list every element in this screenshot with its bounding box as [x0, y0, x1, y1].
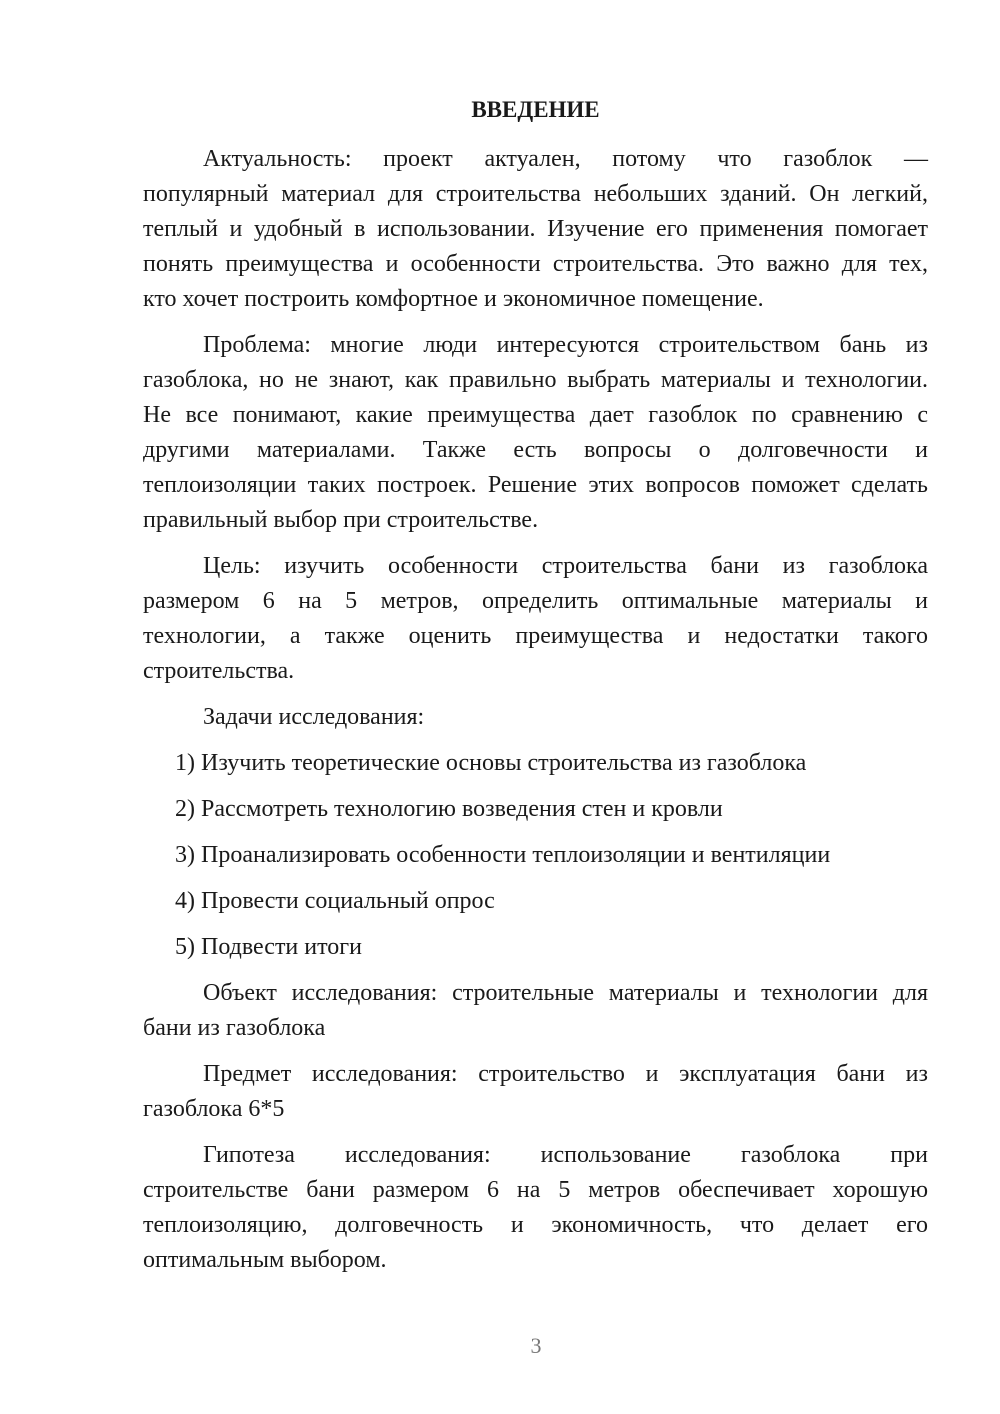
- paragraph-line: Объект исследования: строительные материалы и технологии для: [203, 980, 928, 1006]
- paragraph-line: теплый и удобный в использовании. Изучение его применения помогает: [143, 216, 928, 242]
- paragraph-line: размером 6 на 5 метров, определить оптимальные материалы и: [143, 588, 928, 614]
- paragraph-line: Задачи исследования:: [203, 704, 425, 730]
- paragraph-line: популярный материал для строительства небольших зданий. Он легкий,: [143, 181, 928, 207]
- paragraph-line: газоблока, но не знают, как правильно выбрать материалы и технологии.: [143, 367, 928, 393]
- paragraph: [143, 328, 928, 538]
- paragraph: [143, 1057, 928, 1127]
- paragraph: [143, 976, 928, 1046]
- paragraph-line: Проблема: многие люди интересуются строительством бань из: [203, 332, 928, 358]
- paragraph-line: технологии, а также оценить преимущества и недостатки такого: [143, 623, 928, 649]
- paragraph: [143, 1138, 928, 1278]
- task-item: 4) Провести социальный опрос: [175, 888, 495, 914]
- paragraph-line: понять преимущества и особенности строительства. Это важно для тех,: [143, 251, 928, 277]
- intro-paragraphs: [143, 142, 928, 735]
- section-title: ВВЕДЕНИЕ: [471, 97, 600, 122]
- paragraph-line: бани из газоблока: [143, 1015, 326, 1041]
- task-item: 2) Рассмотреть технологию возведения стен и кровли: [175, 796, 723, 822]
- task-list: [143, 746, 928, 965]
- paragraph-line: Гипотеза исследования: использование газоблока при: [203, 1142, 928, 1168]
- paragraph-line: правильный выбор при строительстве.: [143, 507, 539, 533]
- paragraph-line: Актуальность: проект актуален, потому что газоблок —: [203, 146, 928, 172]
- paragraph-line: оптимальным выбором.: [143, 1247, 387, 1273]
- paragraph-line: другими материалами. Также есть вопросы о долговечности и: [143, 437, 928, 463]
- paragraph-line: Цель: изучить особенности строительства бани из газоблока: [203, 553, 928, 579]
- paragraph: [143, 142, 928, 317]
- paragraph: [143, 549, 928, 689]
- paragraph: [143, 700, 928, 735]
- paragraph-line: Предмет исследования: строительство и эксплуатация бани из: [203, 1061, 928, 1087]
- task-item: 5) Подвести итоги: [175, 934, 362, 960]
- paragraph-line: газоблока 6*5: [143, 1096, 285, 1122]
- page-number: 3: [530, 1333, 542, 1358]
- task-item: 3) Проанализировать особенности теплоизоляции и вентиляции: [175, 842, 831, 868]
- task-item: 1) Изучить теоретические основы строительства из газоблока: [175, 750, 807, 776]
- document-page: [143, 92, 928, 1289]
- paragraph-line: теплоизоляцию, долговечность и экономичность, что делает его: [143, 1212, 928, 1238]
- research-paragraphs: [143, 976, 928, 1278]
- paragraph-line: строительстве бани размером 6 на 5 метров обеспечивает хорошую: [143, 1177, 928, 1203]
- paragraph-line: строительства.: [143, 658, 295, 684]
- paragraph-line: теплоизоляции таких построек. Решение этих вопросов поможет сделать: [143, 472, 928, 498]
- paragraph-line: кто хочет построить комфортное и экономичное помещение.: [143, 286, 764, 312]
- paragraph-line: Не все понимают, какие преимущества дает газоблок по сравнению с: [143, 402, 928, 428]
